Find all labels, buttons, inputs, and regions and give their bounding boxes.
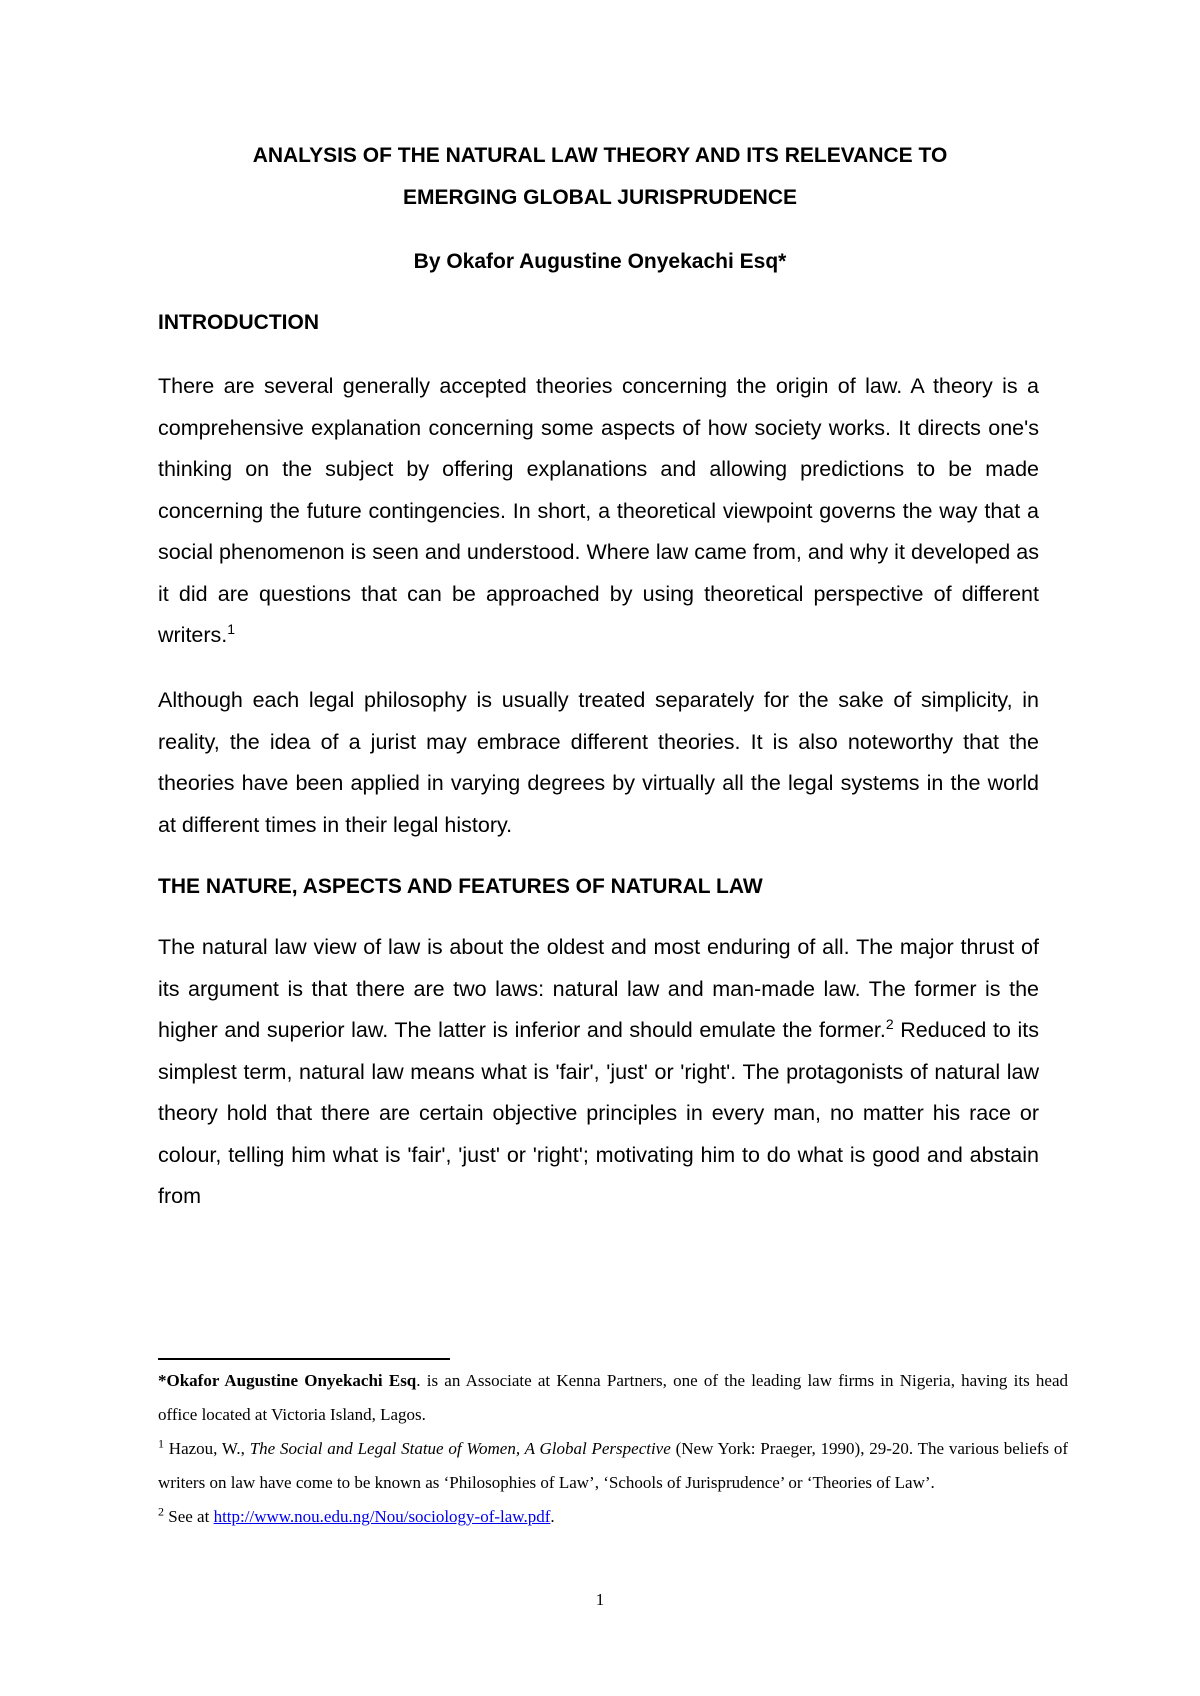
paragraph-legal-philosophy: Although each legal philosophy is usually treated separately for the sake of simplicity, in reality, the idea of a jurist may embrace different theories. It is also noteworthy that the theories have been applied in varying degrees by virtually all the legal systems in the world at different times in their legal history. [158, 688, 1039, 837]
footnote-reference[interactable]: 1 [227, 620, 236, 637]
footnote-text: . is an Associate at Kenna Partners, one of the leading law firms in Nigeria, having its head office located at Victoria Island, Lagos. [158, 1371, 1068, 1424]
paragraph-introduction [158, 366, 1039, 657]
footnote-text: Hazou, W., [164, 1439, 250, 1458]
footnote-1 [158, 1432, 1068, 1500]
footnote-text: (New York: Praeger, 1990), 29-20. The various beliefs of writers on law have come to be known as ‘Philosophies of Law’, ‘Schools of Jurisprudence’ or ‘Theories of Law’. [158, 1439, 1069, 1492]
section-heading-nature: THE NATURE, ASPECTS AND FEATURES OF NATURAL LAW [158, 875, 763, 898]
footnote-mark: 1 [158, 1436, 164, 1451]
paragraph-text: Reduced to its simplest term, natural law means what is 'fair', 'just' or 'right'. The protagonists of natural law theory hold that there are certain objective principles in every man, no matter his race or colour, telling him what is 'fair', 'just' or 'right'; motivating him to do what is good and abstain from [158, 1018, 1039, 1208]
paragraph-text: There are several generally accepted theories concerning the origin of law. A theory is a comprehensive explanation concerning some aspects of how society works. It directs one's thinking on the subject by offering explanations and allowing predictions to be made concerning the future contingencies. In short, a theoretical viewpoint governs the way that a social phenomenon is seen and understood. Where law came from, and why it developed as it did are questions that can be approached by using theoretical perspective of different writers. [158, 374, 1039, 647]
footnote-author-name: *Okafor Augustine Onyekachi Esq [158, 1371, 417, 1390]
footnote-text: . [550, 1507, 555, 1526]
author-byline: By Okafor Augustine Onyekachi Esq* [413, 250, 787, 273]
title-line-1: ANALYSIS OF THE NATURAL LAW THEORY AND ITS RELEVANCE TO [252, 144, 948, 167]
paragraph-natural-law [158, 927, 1039, 1218]
title-line-2: EMERGING GLOBAL JURISPRUDENCE [403, 186, 797, 209]
paragraph-text: The natural law view of law is about the oldest and most enduring of all. The major thrust of its argument is that there are two laws: natural law and man-made law. The former is the higher and superior law. The latter is inferior and should emulate the former. [158, 935, 1039, 1042]
footnote-text: See at [164, 1507, 214, 1526]
section-heading-introduction: INTRODUCTION [158, 311, 319, 334]
footnote-book-title: The Social and Legal Statue of Women, A Global Perspective [249, 1439, 671, 1458]
footnote-mark: 2 [158, 1504, 164, 1519]
footnote-2 [158, 1500, 1068, 1534]
footnote-link[interactable]: http://www.nou.edu.ng/Nou/sociology-of-law.pdf [213, 1507, 551, 1526]
page-number: 1 [595, 1590, 605, 1609]
footnote-reference[interactable]: 2 [885, 1015, 894, 1032]
footnote-separator [158, 1358, 450, 1360]
footnote-author [158, 1364, 1068, 1432]
footnotes-section [158, 1364, 1068, 1534]
